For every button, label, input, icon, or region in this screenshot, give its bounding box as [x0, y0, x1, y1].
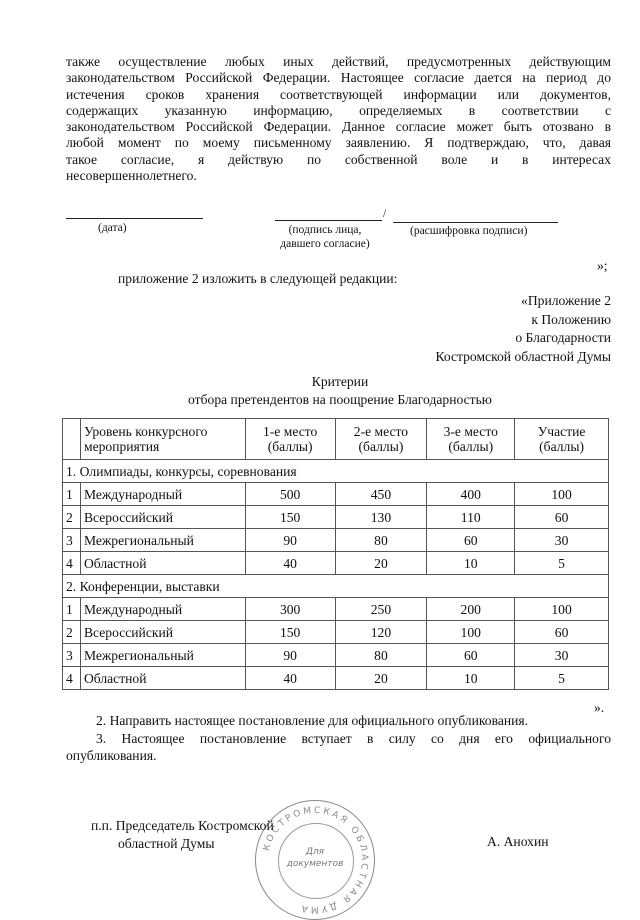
row-first: 40	[245, 667, 335, 690]
date-line	[66, 218, 203, 219]
consent-paragraph	[66, 54, 611, 184]
row-participation: 60	[515, 621, 609, 644]
signature-caption	[270, 223, 380, 251]
paragraph-line: истечения сроков хранения соответствующей информации или документов,	[66, 86, 611, 102]
row-second: 250	[335, 598, 427, 621]
clause-2: 2. Направить настоящее постановление для официального опубликования.	[96, 713, 529, 728]
table-title-line2: отбора претендентов на поощрение Благодарностью	[188, 391, 492, 407]
header-participation	[515, 419, 609, 460]
transcription-caption: (расшифровка подписи)	[410, 225, 528, 237]
row-second: 80	[335, 529, 427, 552]
header-participation-line2: (баллы)	[539, 439, 584, 454]
signatory-title-line1: п.п. Председатель Костромской	[91, 818, 274, 833]
table-row	[63, 598, 609, 621]
header-level	[80, 419, 245, 460]
paragraph-line: такое согласие, я действую по собственной воле и в интересах	[66, 151, 611, 167]
row-third: 10	[427, 667, 515, 690]
paragraph-line: несовершеннолетнего.	[66, 168, 197, 184]
signature-separator: /	[383, 208, 387, 220]
header-second-line1: 2-е место	[353, 424, 409, 439]
row-first: 90	[245, 644, 335, 667]
row-level: Межрегиональный	[80, 644, 245, 667]
paragraph-line: любой момент по моему письменному заявлению. Я подтверждаю, что, давая	[66, 135, 611, 151]
signatory-name: А. Анохин	[487, 834, 549, 849]
section-row	[63, 575, 609, 598]
paragraph-line: законодательством Российской Федерации. Данное согласие может быть отозвано в	[66, 119, 611, 135]
row-index: 2	[63, 621, 81, 644]
svg-text:КОСТРОМСКАЯ ОБЛАСТНАЯ ДУМА: КОСТРОМСКАЯ ОБЛАСТНАЯ ДУМА	[261, 805, 370, 915]
section-title: 2. Конференции, выставки	[63, 575, 609, 598]
row-level: Областной	[80, 552, 245, 575]
table-row	[63, 506, 609, 529]
header-first-line2: (баллы)	[267, 439, 313, 454]
row-third: 10	[427, 552, 515, 575]
row-level: Международный	[80, 483, 245, 506]
row-level: Областной	[80, 667, 245, 690]
header-participation-line1: Участие	[537, 424, 586, 439]
appendix-header-line3: о Благодарности	[515, 330, 611, 345]
clause-3-line1: 3. Настоящее постановление вступает в силу со дня его официального	[96, 731, 611, 746]
row-index: 1	[63, 598, 81, 621]
date-caption: (дата)	[98, 222, 127, 234]
row-participation: 100	[515, 483, 609, 506]
table-title	[150, 373, 530, 408]
row-third: 60	[427, 529, 515, 552]
row-index: 4	[63, 552, 81, 575]
table-title-line1: Критерии	[311, 374, 369, 389]
signature-caption-line1: (подпись лица,	[288, 224, 362, 236]
criteria-table	[62, 418, 609, 690]
paragraph-line: законодательством Российской Федерации. Настоящее согласие дается на период до	[66, 70, 611, 86]
clause-3	[66, 731, 611, 764]
row-third: 100	[427, 621, 515, 644]
header-first-line1: 1-е место	[262, 424, 318, 439]
row-first: 40	[245, 552, 335, 575]
row-level: Международный	[80, 598, 245, 621]
row-second: 20	[335, 667, 427, 690]
appendix-header	[380, 292, 611, 366]
appendix-header-line2: к Положению	[531, 311, 611, 327]
header-third-line2: (баллы)	[448, 439, 494, 454]
stamp-center-line2: документов	[286, 859, 344, 869]
row-third: 110	[427, 506, 515, 529]
row-second: 20	[335, 552, 427, 575]
row-first: 150	[245, 621, 335, 644]
row-index: 2	[63, 506, 81, 529]
table-row	[63, 667, 609, 690]
transcription-line	[393, 222, 558, 223]
table-row	[63, 483, 609, 506]
signatory-title-line2: областной Думы	[118, 836, 215, 851]
row-index: 3	[63, 529, 81, 552]
stamp-center-line1: Для	[305, 847, 325, 857]
appendix-header-line1: «Приложение 2	[521, 293, 611, 308]
table-row	[63, 621, 609, 644]
row-first: 90	[245, 529, 335, 552]
row-second: 130	[335, 506, 427, 529]
row-index: 3	[63, 644, 81, 667]
header-first-place	[245, 419, 335, 460]
header-index-cell	[63, 419, 81, 460]
table-closing-quote: ».	[594, 700, 605, 715]
row-participation: 5	[515, 667, 609, 690]
row-index: 1	[63, 483, 81, 506]
table-row	[63, 644, 609, 667]
row-level: Межрегиональный	[80, 529, 245, 552]
row-participation: 100	[515, 598, 609, 621]
header-second-line2: (баллы)	[358, 439, 404, 454]
appendix-header-line4: Костромской областной Думы	[435, 348, 611, 364]
row-second: 450	[335, 483, 427, 506]
header-level-line1: Уровень конкурсного	[83, 424, 208, 439]
row-third: 60	[427, 644, 515, 667]
row-level: Всероссийский	[80, 621, 245, 644]
row-participation: 60	[515, 506, 609, 529]
table-header-row	[63, 419, 609, 460]
row-first: 500	[245, 483, 335, 506]
header-level-line2: мероприятия	[83, 439, 160, 454]
table-row	[63, 529, 609, 552]
signature-line	[275, 220, 382, 221]
clause-3-line2: опубликования.	[66, 747, 157, 763]
row-second: 80	[335, 644, 427, 667]
amendment-intro: приложение 2 изложить в следующей редакции:	[118, 271, 398, 286]
row-participation: 30	[515, 529, 609, 552]
paragraph-line: также осуществление любых иных действий, предусмотренных действующим	[66, 54, 611, 69]
row-participation: 5	[515, 552, 609, 575]
row-first: 150	[245, 506, 335, 529]
signature-caption-line2: давшего согласие)	[280, 238, 370, 250]
table-row	[63, 552, 609, 575]
header-third-line1: 3-е место	[443, 424, 498, 439]
row-third: 200	[427, 598, 515, 621]
section-row	[63, 460, 609, 483]
header-third-place	[427, 419, 515, 460]
row-index: 4	[63, 667, 81, 690]
paragraph-line: содержащих указанную информацию, определяемых в соответствии с	[66, 102, 611, 118]
row-second: 120	[335, 621, 427, 644]
row-first: 300	[245, 598, 335, 621]
row-participation: 30	[515, 644, 609, 667]
section-title: 1. Олимпиады, конкурсы, соревнования	[63, 460, 609, 483]
row-third: 400	[427, 483, 515, 506]
closing-quote: »;	[597, 258, 608, 273]
row-level: Всероссийский	[80, 506, 245, 529]
header-second-place	[335, 419, 427, 460]
